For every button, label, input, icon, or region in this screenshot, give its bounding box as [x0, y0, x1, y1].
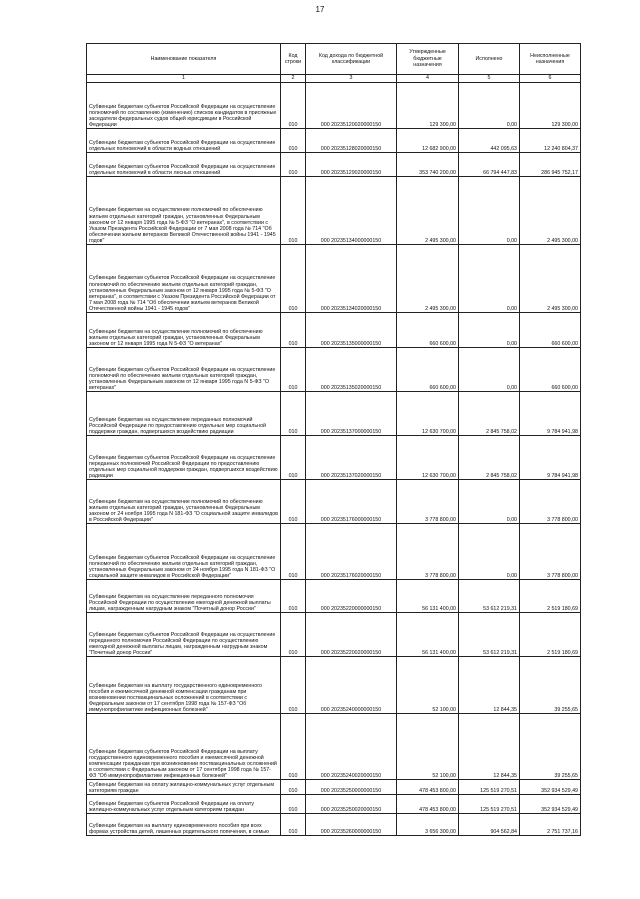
row-income-code: 000 20235250020000150 — [306, 795, 397, 814]
row-income-code: 000 20235176020000150 — [306, 524, 397, 580]
row-income-code: 000 20235137000000150 — [306, 392, 397, 436]
table-header — [87, 44, 581, 83]
row-unexecuted-amount: 12 240 804,37 — [520, 129, 581, 153]
row-line-code: 010 — [281, 814, 306, 836]
table-row — [87, 83, 581, 129]
row-executed-amount: 125 519 270,51 — [459, 780, 520, 795]
table-row — [87, 313, 581, 348]
row-indicator-name: Субвенции бюджетам на осуществление полномочий по обеспечению жильем отдельных категорий граждан, установленных Федеральным законом от 12 января 1995 года N 5-ФЗ "О ветеранах" — [87, 313, 281, 348]
row-line-code: 010 — [281, 348, 306, 392]
row-executed-amount: 442 095,63 — [459, 129, 520, 153]
page-number: 17 — [315, 5, 325, 14]
row-unexecuted-amount: 3 778 800,00 — [520, 480, 581, 524]
row-indicator-name: Субвенции бюджетам субъектов Российской Федерации на осуществление отдельных полномочий в области лесных отношений — [87, 153, 281, 177]
row-approved-amount: 660 600,00 — [397, 348, 459, 392]
column-number: 1 — [87, 75, 281, 83]
row-approved-amount: 2 495 300,00 — [397, 245, 459, 313]
table-row — [87, 480, 581, 524]
row-unexecuted-amount: 3 778 800,00 — [520, 524, 581, 580]
row-unexecuted-amount: 352 934 529,49 — [520, 795, 581, 814]
row-approved-amount: 3 656 300,00 — [397, 814, 459, 836]
row-approved-amount: 129 300,00 — [397, 83, 459, 129]
row-line-code: 010 — [281, 524, 306, 580]
row-unexecuted-amount: 352 934 529,49 — [520, 780, 581, 795]
row-executed-amount: 125 519 270,51 — [459, 795, 520, 814]
row-income-code: 000 20235135000000150 — [306, 313, 397, 348]
table-row — [87, 795, 581, 814]
row-indicator-name: Субвенции бюджетам на осуществление переданного полномочия Российской Федерации по осуществлению ежегодной денежной выплаты лицам, награжденным нагрудным знаком "Почетный донор России" — [87, 580, 281, 613]
row-executed-amount: 66 794 447,83 — [459, 153, 520, 177]
row-indicator-name: Субвенции бюджетам субъектов Российской Федерации на осуществление отдельных полномочий в области водных отношений — [87, 129, 281, 153]
row-unexecuted-amount: 660 600,00 — [520, 348, 581, 392]
budget-execution-table — [86, 43, 581, 836]
row-unexecuted-amount: 660 600,00 — [520, 313, 581, 348]
row-line-code: 010 — [281, 177, 306, 245]
row-income-code: 000 20235176000000150 — [306, 480, 397, 524]
row-income-code: 000 20235240020000150 — [306, 714, 397, 780]
row-unexecuted-amount: 2 495 300,00 — [520, 177, 581, 245]
row-line-code: 010 — [281, 153, 306, 177]
row-executed-amount: 0,00 — [459, 245, 520, 313]
column-number: 4 — [397, 75, 459, 83]
row-approved-amount: 56 131 400,00 — [397, 580, 459, 613]
row-approved-amount: 353 740 200,00 — [397, 153, 459, 177]
row-executed-amount: 0,00 — [459, 313, 520, 348]
row-executed-amount: 53 612 219,31 — [459, 613, 520, 657]
table-row — [87, 392, 581, 436]
row-line-code: 010 — [281, 480, 306, 524]
table-row — [87, 780, 581, 795]
row-unexecuted-amount: 286 945 752,17 — [520, 153, 581, 177]
header-indicator-name: Наименование показателя — [87, 44, 281, 75]
row-line-code: 010 — [281, 245, 306, 313]
row-unexecuted-amount: 9 784 941,98 — [520, 436, 581, 480]
row-income-code: 000 20235260000000150 — [306, 814, 397, 836]
row-income-code: 000 20235134000000150 — [306, 177, 397, 245]
row-executed-amount: 53 612 219,31 — [459, 580, 520, 613]
table-row — [87, 245, 581, 313]
row-indicator-name: Субвенции бюджетам субъектов Российской Федерации на осуществление полномочий по обеспечению жильем отдельных категорий граждан, установленных Федеральным законом от 12 января 1995 года № 5-ФЗ "О ветеранах", в соответствии с Указом Президента Российской Федерации от 7 мая 2008 года № 714 "Об обеспечении жильем ветеранов Великой Отечественной войны 1941 - 1945 годов" — [87, 245, 281, 313]
row-indicator-name: Субвенции бюджетам на выплату единовременного пособия при всех формах устройства детей, лишенных родительского попечения, в семью — [87, 814, 281, 836]
row-income-code: 000 20235137020000150 — [306, 436, 397, 480]
column-number: 2 — [281, 75, 306, 83]
row-executed-amount: 904 562,84 — [459, 814, 520, 836]
row-unexecuted-amount: 39 255,65 — [520, 657, 581, 714]
row-approved-amount: 3 778 800,00 — [397, 524, 459, 580]
row-approved-amount: 2 495 300,00 — [397, 177, 459, 245]
row-executed-amount: 2 845 758,02 — [459, 436, 520, 480]
row-income-code: 000 20235240000000150 — [306, 657, 397, 714]
row-executed-amount: 12 844,35 — [459, 714, 520, 780]
header-income-code: Код дохода по бюджетной классификации — [306, 44, 397, 75]
row-approved-amount: 12 630 700,00 — [397, 392, 459, 436]
row-line-code: 010 — [281, 436, 306, 480]
header-unexecuted: Неисполненные назначения — [520, 44, 581, 75]
table-row — [87, 580, 581, 613]
row-income-code: 000 20235129020000150 — [306, 153, 397, 177]
table-row — [87, 657, 581, 714]
row-income-code: 000 20235135020000150 — [306, 348, 397, 392]
row-line-code: 010 — [281, 313, 306, 348]
row-executed-amount: 0,00 — [459, 480, 520, 524]
row-line-code: 010 — [281, 780, 306, 795]
row-approved-amount: 52 100,00 — [397, 714, 459, 780]
row-unexecuted-amount: 39 255,65 — [520, 714, 581, 780]
row-indicator-name: Субвенции бюджетам субъектов Российской Федерации на осуществление переданных полномочий Российской Федерации по предоставлению отдельных мер социальной поддержки граждан, подвергшихся воздействию радиации — [87, 436, 281, 480]
table-row — [87, 177, 581, 245]
row-income-code: 000 20235128020000150 — [306, 129, 397, 153]
row-approved-amount: 478 453 800,00 — [397, 780, 459, 795]
row-line-code: 010 — [281, 795, 306, 814]
row-executed-amount: 0,00 — [459, 348, 520, 392]
column-number: 6 — [520, 75, 581, 83]
table-row — [87, 436, 581, 480]
header-approved: Утвержденные бюджетные назначения — [397, 44, 459, 75]
row-approved-amount: 3 778 800,00 — [397, 480, 459, 524]
column-number: 5 — [459, 75, 520, 83]
row-line-code: 010 — [281, 714, 306, 780]
row-line-code: 010 — [281, 129, 306, 153]
row-approved-amount: 52 100,00 — [397, 657, 459, 714]
row-income-code: 000 20235120020000150 — [306, 83, 397, 129]
row-indicator-name: Субвенции бюджетам субъектов Российской Федерации на осуществление полномочий по обеспечению жильем отдельных категорий граждан, установленных Федеральным законом от 24 ноября 1995 года N 181-ФЗ "О социальной защите инвалидов в Российской Федерации" — [87, 524, 281, 580]
row-indicator-name: Субвенции бюджетам на осуществление полномочий по обеспечению жильем отдельных категорий граждан, установленных Федеральным законом от 24 ноября 1995 года N 181-ФЗ "О социальной защите инвалидов в Российской Федерации" — [87, 480, 281, 524]
row-income-code: 000 20235250000000150 — [306, 780, 397, 795]
row-indicator-name: Субвенции бюджетам субъектов Российской Федерации на осуществление полномочий по обеспечению жильем отдельных категорий граждан, установленных Федеральным законом от 12 января 1995 года N 5-ФЗ "О ветеранах" — [87, 348, 281, 392]
row-executed-amount: 2 845 758,02 — [459, 392, 520, 436]
table-row — [87, 129, 581, 153]
header-row — [87, 44, 581, 75]
header-executed: Исполнено — [459, 44, 520, 75]
table-row — [87, 814, 581, 836]
row-indicator-name: Субвенции бюджетам субъектов Российской Федерации на осуществление полномочий по составлению (изменению) списков кандидатов в присяжные заседатели федеральных судов общей юрисдикции в Российской Федерации — [87, 83, 281, 129]
row-approved-amount: 12 682 900,00 — [397, 129, 459, 153]
column-number: 3 — [306, 75, 397, 83]
table-row — [87, 153, 581, 177]
table-row — [87, 714, 581, 780]
row-income-code: 000 20235134020000150 — [306, 245, 397, 313]
row-unexecuted-amount: 129 300,00 — [520, 83, 581, 129]
row-approved-amount: 660 600,00 — [397, 313, 459, 348]
row-executed-amount: 0,00 — [459, 83, 520, 129]
row-line-code: 010 — [281, 392, 306, 436]
row-income-code: 000 20235220000000150 — [306, 580, 397, 613]
column-numbers-row — [87, 75, 581, 83]
row-approved-amount: 12 630 700,00 — [397, 436, 459, 480]
header-row-code: Код строки — [281, 44, 306, 75]
table-body — [87, 83, 581, 836]
row-line-code: 010 — [281, 613, 306, 657]
row-indicator-name: Субвенции бюджетам субъектов Российской Федерации на оплату жилищно-коммунальных услуг отдельным категориям граждан — [87, 795, 281, 814]
row-executed-amount: 0,00 — [459, 524, 520, 580]
table-row — [87, 524, 581, 580]
row-line-code: 010 — [281, 657, 306, 714]
row-executed-amount: 0,00 — [459, 177, 520, 245]
row-approved-amount: 56 131 400,00 — [397, 613, 459, 657]
row-line-code: 010 — [281, 83, 306, 129]
row-approved-amount: 478 453 800,00 — [397, 795, 459, 814]
row-indicator-name: Субвенции бюджетам на осуществление переданных полномочий Российской Федерации по предоставлению отдельных мер социальной поддержки граждан, подвергшихся воздействию радиации — [87, 392, 281, 436]
row-indicator-name: Субвенции бюджетам субъектов Российской Федерации на выплату государственного единовременного пособия и ежемесячной денежной компенсации гражданам при возникновении поствакцинальных осложнений в соответствии с Федеральным законом от 17 сентября 1998 года № 157-ФЗ "Об иммунопрофилактике инфекционных болезней" — [87, 714, 281, 780]
row-unexecuted-amount: 2 519 180,69 — [520, 613, 581, 657]
row-line-code: 010 — [281, 580, 306, 613]
row-income-code: 000 20235220020000150 — [306, 613, 397, 657]
row-indicator-name: Субвенции бюджетам на выплату государственного единовременного пособия и ежемесячной денежной компенсации гражданам при возникновении поствакцинальных осложнений в соответствии с Федеральным законом от 17 сентября 1998 года № 157-ФЗ "Об иммунопрофилактике инфекционных болезней" — [87, 657, 281, 714]
table-row — [87, 613, 581, 657]
table-row — [87, 348, 581, 392]
row-unexecuted-amount: 9 784 941,98 — [520, 392, 581, 436]
row-executed-amount: 12 844,35 — [459, 657, 520, 714]
row-unexecuted-amount: 2 751 737,16 — [520, 814, 581, 836]
row-indicator-name: Субвенции бюджетам на оплату жилищно-коммунальных услуг отдельным категориям граждан — [87, 780, 281, 795]
row-unexecuted-amount: 2 519 180,69 — [520, 580, 581, 613]
row-indicator-name: Субвенции бюджетам на осуществление полномочий по обеспечению жильем отдельных категорий граждан, установленных Федеральным законом от 12 января 1995 года № 5-ФЗ "О ветеранах", в соответствии с Указом Президента Российской Федерации от 7 мая 2008 года № 714 "Об обеспечении жильем ветеранов Великой Отечественной войны 1941 - 1945 годов" — [87, 177, 281, 245]
row-indicator-name: Субвенции бюджетам субъектов Российской Федерации на осуществление переданного полномочия Российской Федерации по осуществлению ежегодной денежной выплаты лицам, награжденным нагрудным знаком "Почетный донор России" — [87, 613, 281, 657]
row-unexecuted-amount: 2 495 300,00 — [520, 245, 581, 313]
